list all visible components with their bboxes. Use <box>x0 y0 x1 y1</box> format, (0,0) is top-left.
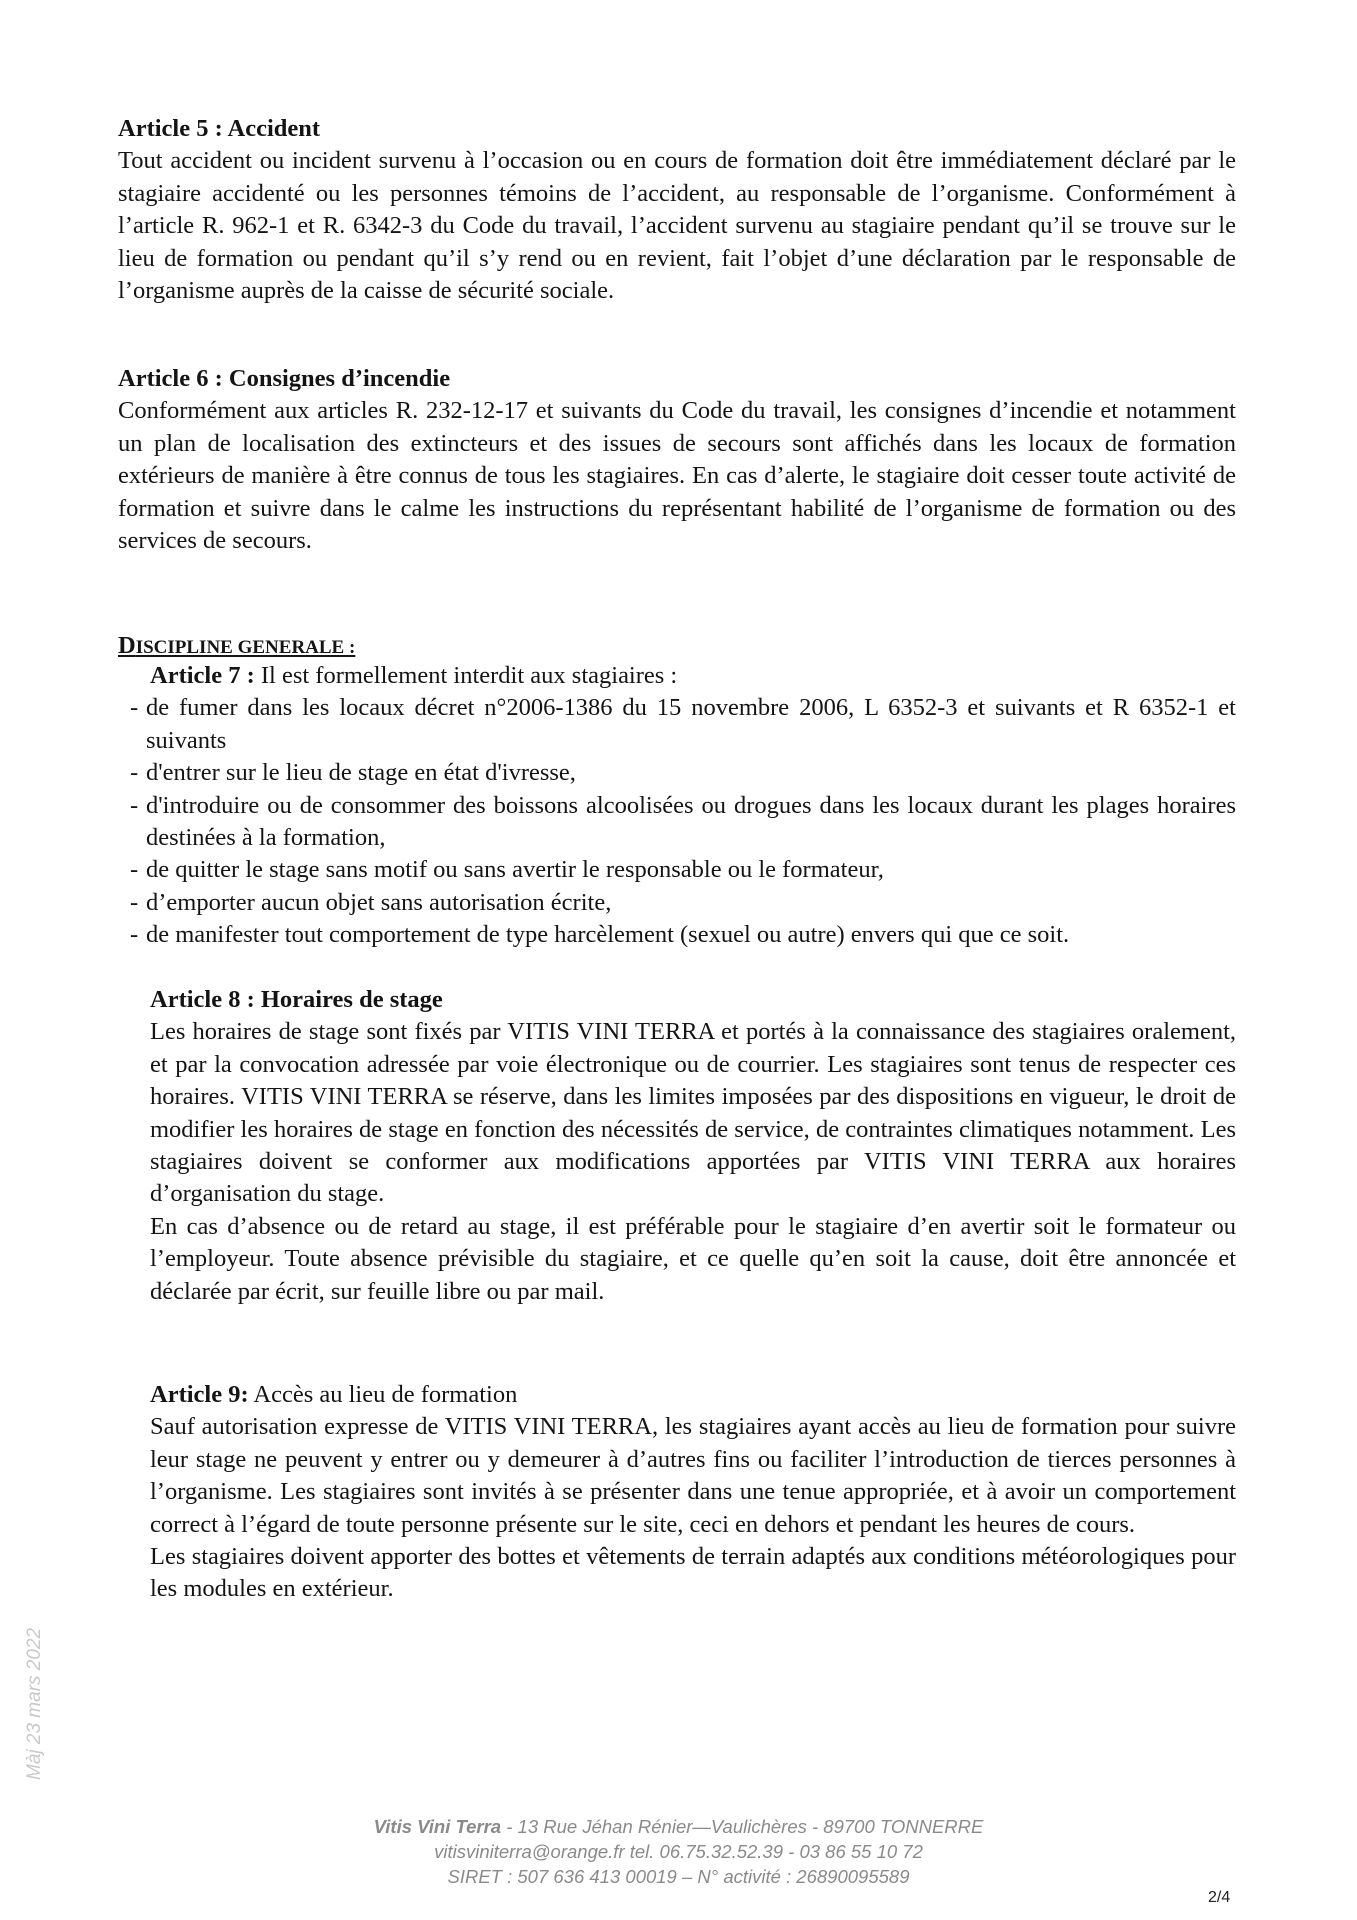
article-9-subtitle: Accès au lieu de formation <box>248 1381 518 1408</box>
list-item: - de quitter le stage sans motif ou sans avertir le responsable ou le formateur, <box>130 856 884 884</box>
article-6-title: Article 6 : Consignes d’incendie <box>118 365 451 392</box>
revision-date: Màj 23 mars 2022 <box>24 1627 45 1780</box>
article-7-intro-line <box>130 660 1236 692</box>
discipline-heading-rest: ISCIPLINE GENERALE : <box>135 637 356 658</box>
article-9-paragraph-2: Les stagiaires doivent apporter des bottes et vêtements de terrain adaptés aux conditions météorologiques pour les modules en extérieur. <box>150 1543 1236 1603</box>
article-6 <box>118 363 1236 557</box>
article-8 <box>150 984 1236 1308</box>
article-7-title: Article 7 : <box>150 662 255 689</box>
article-5-title: Article 5 : Accident <box>118 115 321 142</box>
footer-contact: vitisviniterra@orange.fr tel. 06.75.32.52.39 - 03 86 55 10 72 <box>434 1841 923 1862</box>
list-item: - d'entrer sur le lieu de stage en état d'ivresse, <box>130 759 576 787</box>
footer-company: Vitis Vini Terra <box>373 1816 502 1837</box>
article-9-title: Article 9: <box>150 1381 249 1408</box>
footer-address: - 13 Rue Jéhan Rénier—Vaulichères - 89700 TONNERRE <box>501 1816 984 1837</box>
article-8-title: Article 8 : Horaires de stage <box>150 986 443 1013</box>
article-8-paragraph-1: Les horaires de stage sont fixés par VITIS VINI TERRA et portés à la connaissance des stagiaires oralement, et par la convocation adressée par voie électronique ou de courrier. Les stagiaires sont tenus de respecter ces horaires. VITIS VINI TERRA se réserve, dans les limites imposées par des dispositions en vigueur, le droit de modifier les horaires de stage en fonction des nécessités de service, de contraintes climatiques notamment. Les stagiaires doivent se conformer aux modifications apportées par VITIS VINI TERRA aux horaires d’organisation du stage. <box>150 1018 1236 1208</box>
article-7-intro: Il est formellement interdit aux stagiaires : <box>254 662 678 689</box>
list-item: - d’emporter aucun objet sans autorisation écrite, <box>130 888 612 916</box>
footer-siret: SIRET : 507 636 413 00019 – N° activité : 26890095589 <box>447 1866 910 1887</box>
article-8-paragraph-2: En cas d’absence ou de retard au stage, il est préférable pour le stagiaire d’en avertir soit le formateur ou l’employeur. Toute absence prévisible du stagiaire, et ce quelle qu’en soit la cause, doit être annoncée et déclarée par écrit, sur feuille libre ou par mail. <box>150 1212 1236 1305</box>
list-item: - de manifester tout comportement de type harcèlement (sexuel ou autre) envers qui que ce soit. <box>130 921 1070 949</box>
footer-address-line <box>0 1815 1357 1839</box>
page-number: 2/4 <box>1208 1889 1231 1906</box>
article-5 <box>118 113 1236 307</box>
article-9-paragraph-1: Sauf autorisation expresse de VITIS VINI TERRA, les stagiaires ayant accès au lieu de formation pour suivre leur stage ne peuvent y entrer ou y demeurer à d’autres fins ou faciliter l’introduction de tierces personnes à l’organisme. Les stagiaires sont invités à se présenter dans une tenue appropriée, et à avoir un comportement correct à l’égard de toute personne présente sur le site, ceci en dehors et pendant les heures de cours. <box>150 1413 1236 1538</box>
article-6-text: Conformément aux articles R. 232-12-17 et suivants du Code du travail, les consignes d’incendie et notamment un plan de localisation des extincteurs et des issues de secours sont affichés dans les locaux de formation extérieurs de manière à être connus de tous les stagiaires. En cas d’alerte, le stagiaire doit cesser toute activité de formation et suivre dans le calme les instructions du représentant habilité de l’organisme de formation ou des services de secours. <box>118 397 1236 555</box>
article-9 <box>150 1379 1236 1606</box>
discipline-heading-initial: D <box>118 632 136 659</box>
article-7 <box>130 660 1236 952</box>
list-item: - d'introduire ou de consommer des boissons alcoolisées ou drogues dans les locaux durant les plages horaires destinées à la formation, <box>130 791 1236 852</box>
article-7-list <box>130 692 1236 951</box>
list-item: - de fumer dans les locaux décret n°2006-1386 du 15 novembre 2006, L 6352-3 et suivants et R 6352-1 et suivants <box>130 694 1236 754</box>
article-5-text: Tout accident ou incident survenu à l’occasion ou en cours de formation doit être immédiatement déclaré par le stagiaire accidenté ou les personnes témoins de l’accident, au responsable de l’organisme. Conformément à l’article R. 962-1 et R. 6342-3 du Code du travail, l’accident survenu au stagiaire pendant qu’il se trouve sur le lieu de formation ou pendant qu’il s’y rend ou en revient, fait l’objet d’une déclaration par le responsable de l’organisme auprès de la caisse de sécurité sociale. <box>118 147 1236 305</box>
article-9-title-line <box>150 1379 1236 1411</box>
